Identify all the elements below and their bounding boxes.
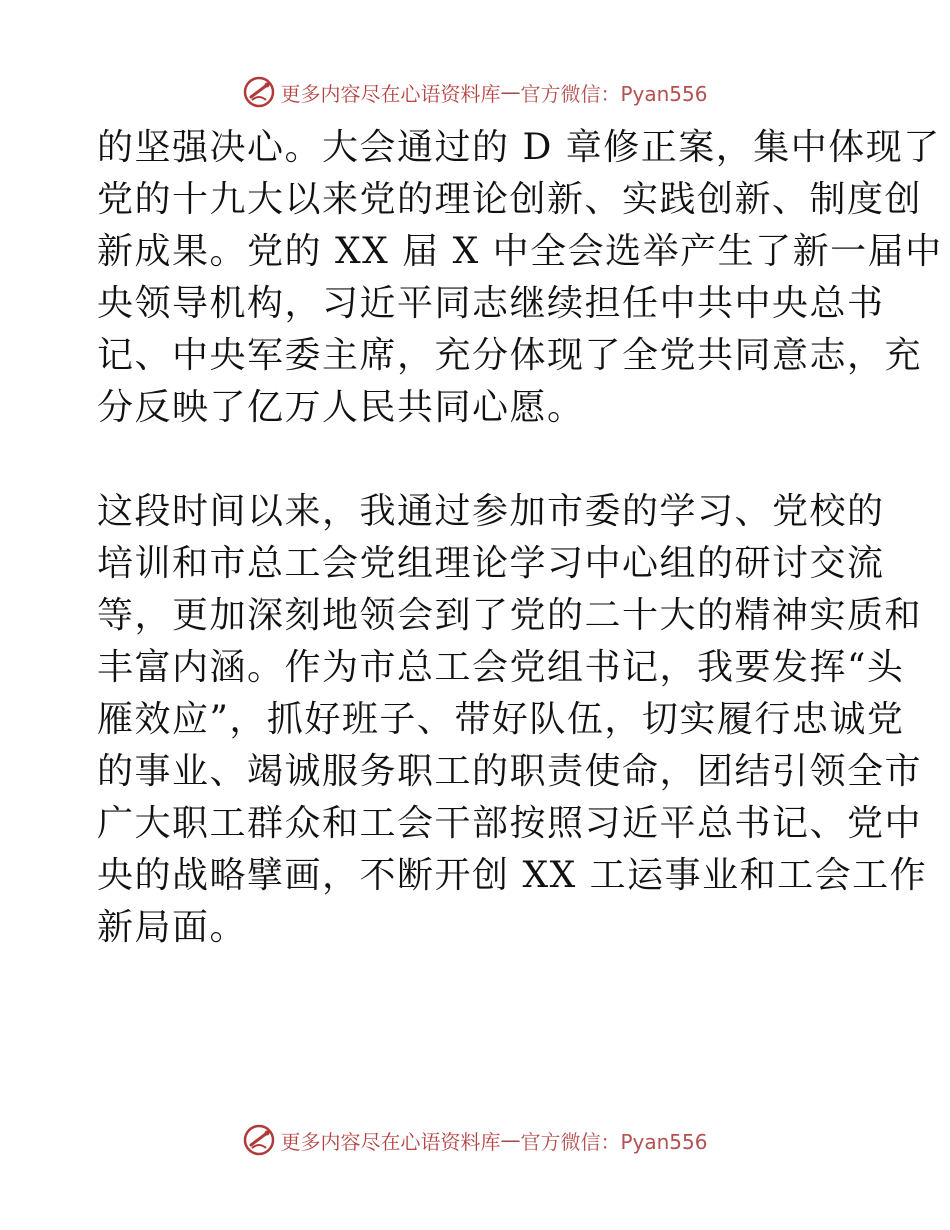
header-watermark xyxy=(0,72,950,112)
watermark-separator: — xyxy=(500,1128,521,1152)
text-line: 等，更加深刻地领会到了党的二十大的精神实质和 xyxy=(97,595,923,636)
text-line: 党的十九大以来党的理论创新、实践创新、制度创 xyxy=(97,179,923,220)
book-quill-logo-icon xyxy=(242,75,276,109)
watermark-separator: — xyxy=(500,80,521,104)
text-line: 广大职工群众和工会干部按照习近平总书记、党中 xyxy=(97,803,923,844)
watermark-main-text: 更多内容尽在心语资料库 xyxy=(280,1129,501,1154)
book-quill-logo-icon xyxy=(242,1123,276,1157)
footer-watermark xyxy=(0,1120,950,1160)
watermark-main-text: 更多内容尽在心语资料库 xyxy=(280,81,501,106)
watermark-account-text: 官方微信：Pyan556 xyxy=(520,81,708,106)
text-line: 记、中央军委主席，充分体现了全党共同意志，充 xyxy=(97,335,923,376)
watermark-account-text: 官方微信：Pyan556 xyxy=(520,1129,708,1154)
paragraph-2 xyxy=(97,486,928,954)
text-line: 央的战略擘画，不断开创 XX 工运事业和工会工作 xyxy=(97,855,928,896)
text-line: 雁效应”，抓好班子、带好队伍，切实履行忠诚党 xyxy=(97,699,905,740)
text-line: 的事业、竭诚服务职工的职责使命，团结引领全市 xyxy=(97,751,923,792)
text-line: 这段时间以来，我通过参加市委的学习、党校的 xyxy=(97,491,885,532)
paragraph-1 xyxy=(97,122,943,434)
text-line: 丰富内涵。作为市总工会党组书记，我要发挥“头 xyxy=(97,647,905,688)
text-line: 新局面。 xyxy=(97,907,248,948)
text-line: 培训和市总工会党组理论学习中心组的研讨交流 xyxy=(97,543,885,584)
text-line: 央领导机构，习近平同志继续担任中共中央总书 xyxy=(97,283,885,324)
text-line: 的坚强决心。大会通过的 D 章修正案，集中体现了 xyxy=(97,127,941,168)
text-line: 分反映了亿万人民共同心愿。 xyxy=(97,387,585,428)
text-line: 新成果。党的 XX 届 X 中全会选举产生了新一届中 xyxy=(97,231,943,272)
